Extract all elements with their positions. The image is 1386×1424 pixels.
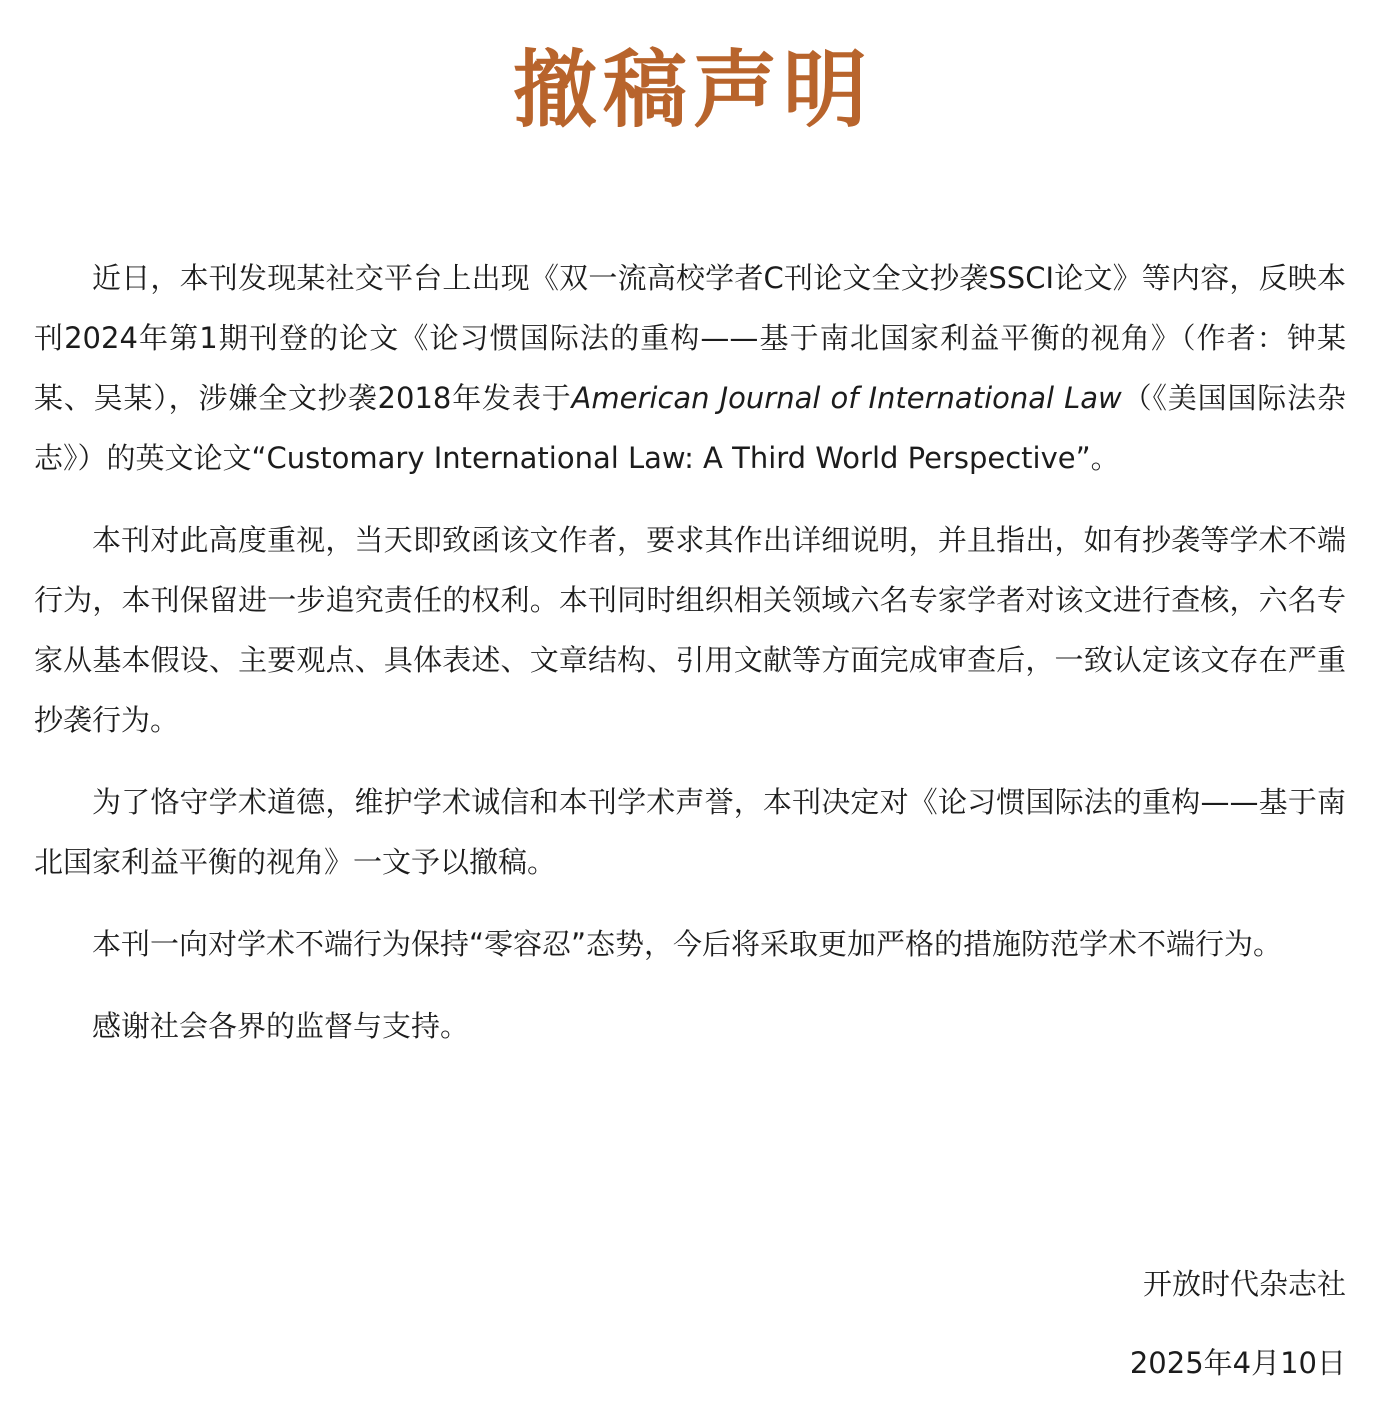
journal-name: American Journal of International Law	[571, 381, 1122, 415]
paragraph-5: 感谢社会各界的监督与支持。	[92, 1009, 470, 1043]
paragraph-3: 为了恪守学术道德，维护学术诚信和本刊学术声誉，本刊决定对《论习惯国际法的重构——基于南北国家利益平衡的视角》一文予以撤稿。	[34, 785, 1346, 879]
publisher-name: 开放时代杂志社	[1142, 1267, 1346, 1301]
paragraph-2: 本刊对此高度重视，当天即致函该文作者，要求其作出详细说明，并且指出，如有抄袭等学术不端行为，本刊保留进一步追究责任的权利。本刊同时组织相关领域六名专家学者对该文进行查核，六名专家从基本假设、主要观点、具体表述、文章结构、引用文献等方面完成审查后，一致认定该文存在严重抄袭行为。	[34, 523, 1346, 737]
paragraph-1	[34, 248, 1346, 488]
notice-date: 2025年4月10日	[1129, 1346, 1346, 1380]
page-title: 撤稿声明	[512, 40, 873, 139]
paragraph-1-text-b: （《美国国际法杂志》）的英文论文“Customary International Law: A Third World Perspective”。	[34, 381, 1346, 475]
paragraph-1-text-a: 近日，本刊发现某社交平台上出现《双一流高校学者C刊论文全文抄袭SSCI论文》等内容，反映本刊2024年第1期刊登的论文《论习惯国际法的重构——基于南北国家利益平衡的视角》（作者：钟某某、吴某），涉嫌全文抄袭2018年发表于	[34, 261, 1346, 415]
notice-body	[34, 248, 1346, 1056]
signature-block	[1130, 1262, 1346, 1385]
paragraph-4: 本刊一向对学术不端行为保持“零容忍”态势，今后将采取更加严格的措施防范学术不端行为。	[92, 927, 1283, 961]
